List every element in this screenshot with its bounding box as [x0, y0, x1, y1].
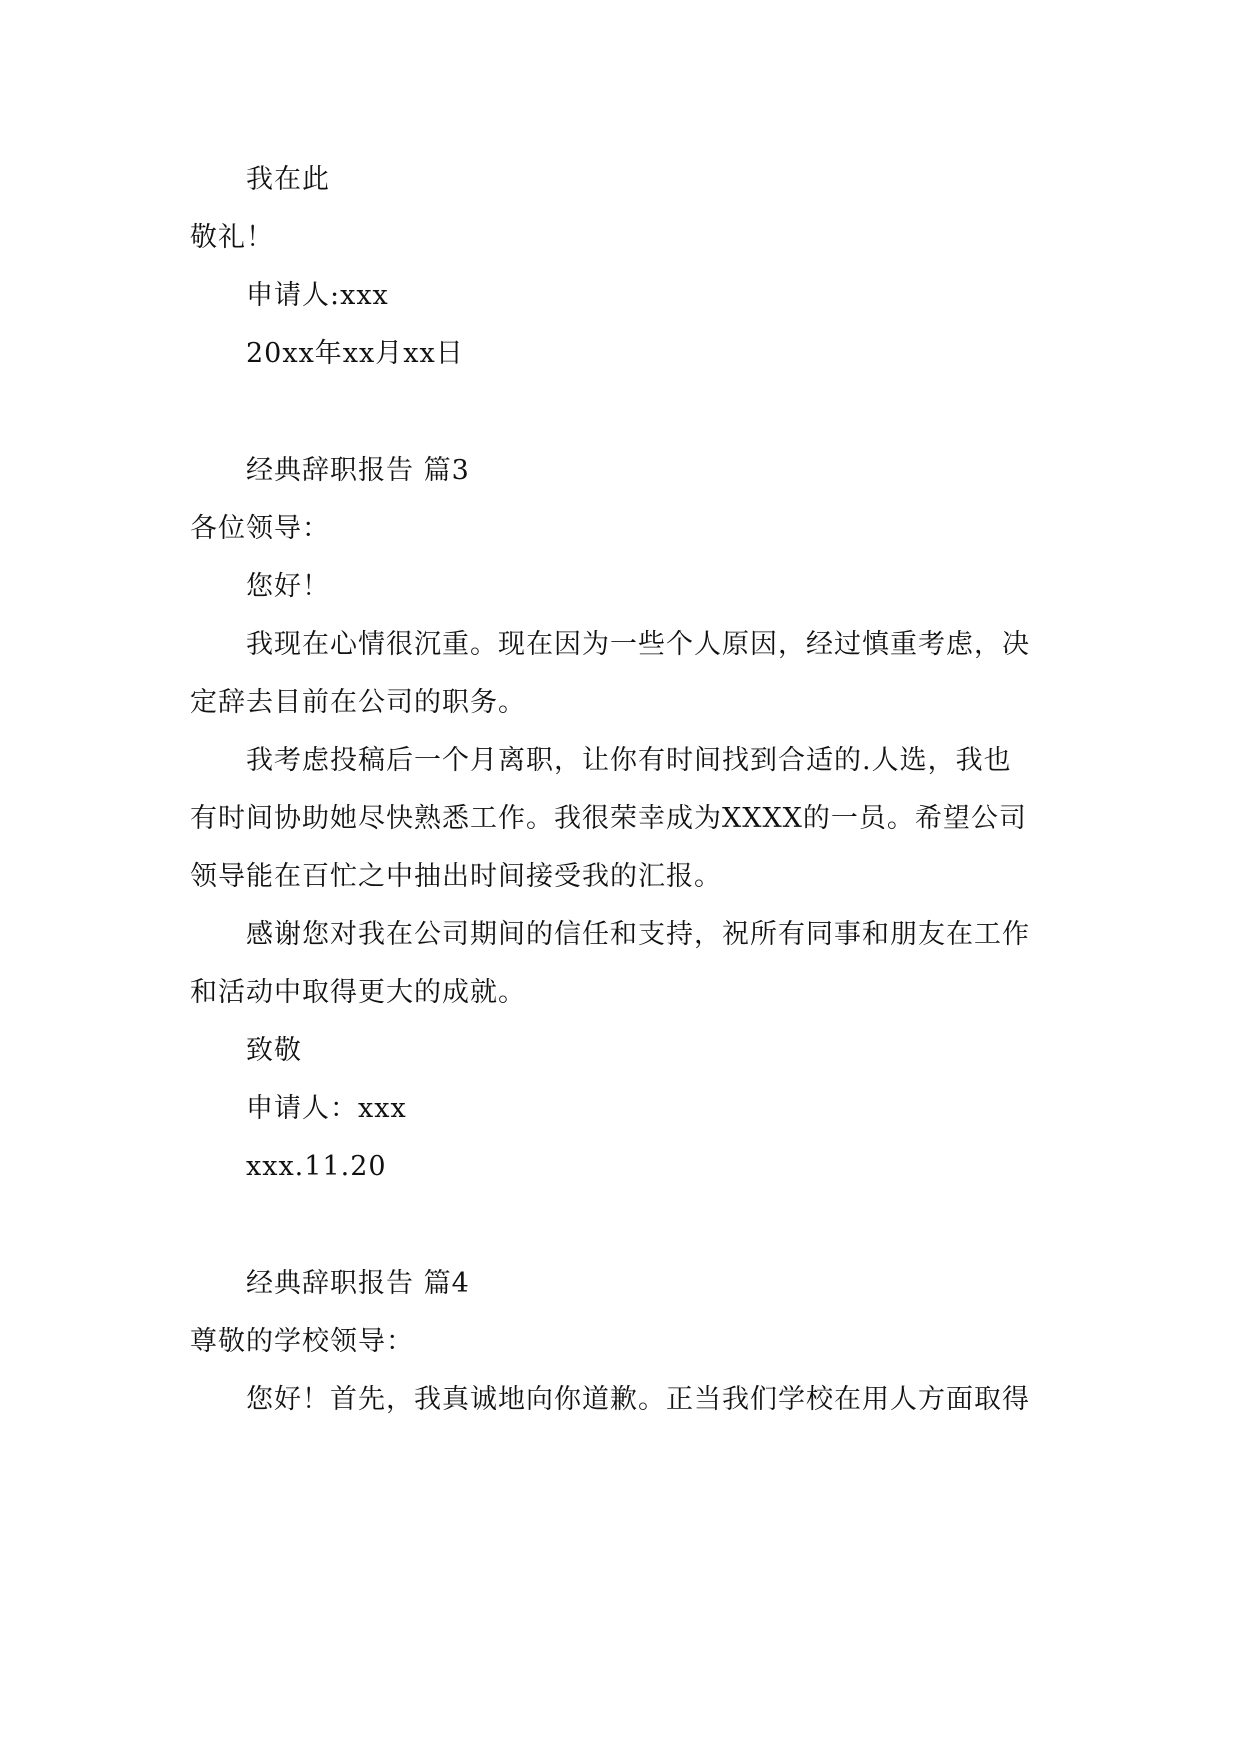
text-line: 申请人：xxx — [246, 1093, 407, 1124]
text-line: 和活动中取得更大的成就。 — [190, 977, 526, 1008]
section-heading: 经典辞职报告 篇3 — [246, 455, 470, 486]
text-line: 您好！ — [246, 571, 330, 602]
text-line: 申请人:xxx — [246, 280, 389, 311]
text-line: 我在此 — [246, 164, 330, 195]
section-heading: 经典辞职报告 篇4 — [246, 1268, 470, 1299]
text-line: 我考虑投稿后一个月离职，让你有时间找到合适的.人选，我也 — [246, 745, 1012, 776]
text-line: 有时间协助她尽快熟悉工作。我很荣幸成为XXXX的一员。希望公司 — [190, 803, 1027, 834]
text-line: 领导能在百忙之中抽出时间接受我的汇报。 — [190, 861, 722, 892]
text-line: 敬礼！ — [190, 222, 274, 253]
salutation: 尊敬的学校领导： — [190, 1326, 414, 1357]
text-line: 20xx年xx月xx日 — [246, 338, 464, 369]
salutation: 各位领导： — [190, 513, 330, 544]
text-line: xxx.11.20 — [246, 1151, 387, 1182]
text-line: 定辞去目前在公司的职务。 — [190, 687, 526, 718]
text-line: 致敬 — [246, 1035, 302, 1066]
text-line: 感谢您对我在公司期间的信任和支持，祝所有同事和朋友在工作 — [246, 919, 1030, 950]
text-line: 我现在心情很沉重。现在因为一些个人原因，经过慎重考虑，决 — [246, 629, 1030, 660]
text-line: 您好！首先，我真诚地向你道歉。正当我们学校在用人方面取得 — [246, 1384, 1030, 1415]
